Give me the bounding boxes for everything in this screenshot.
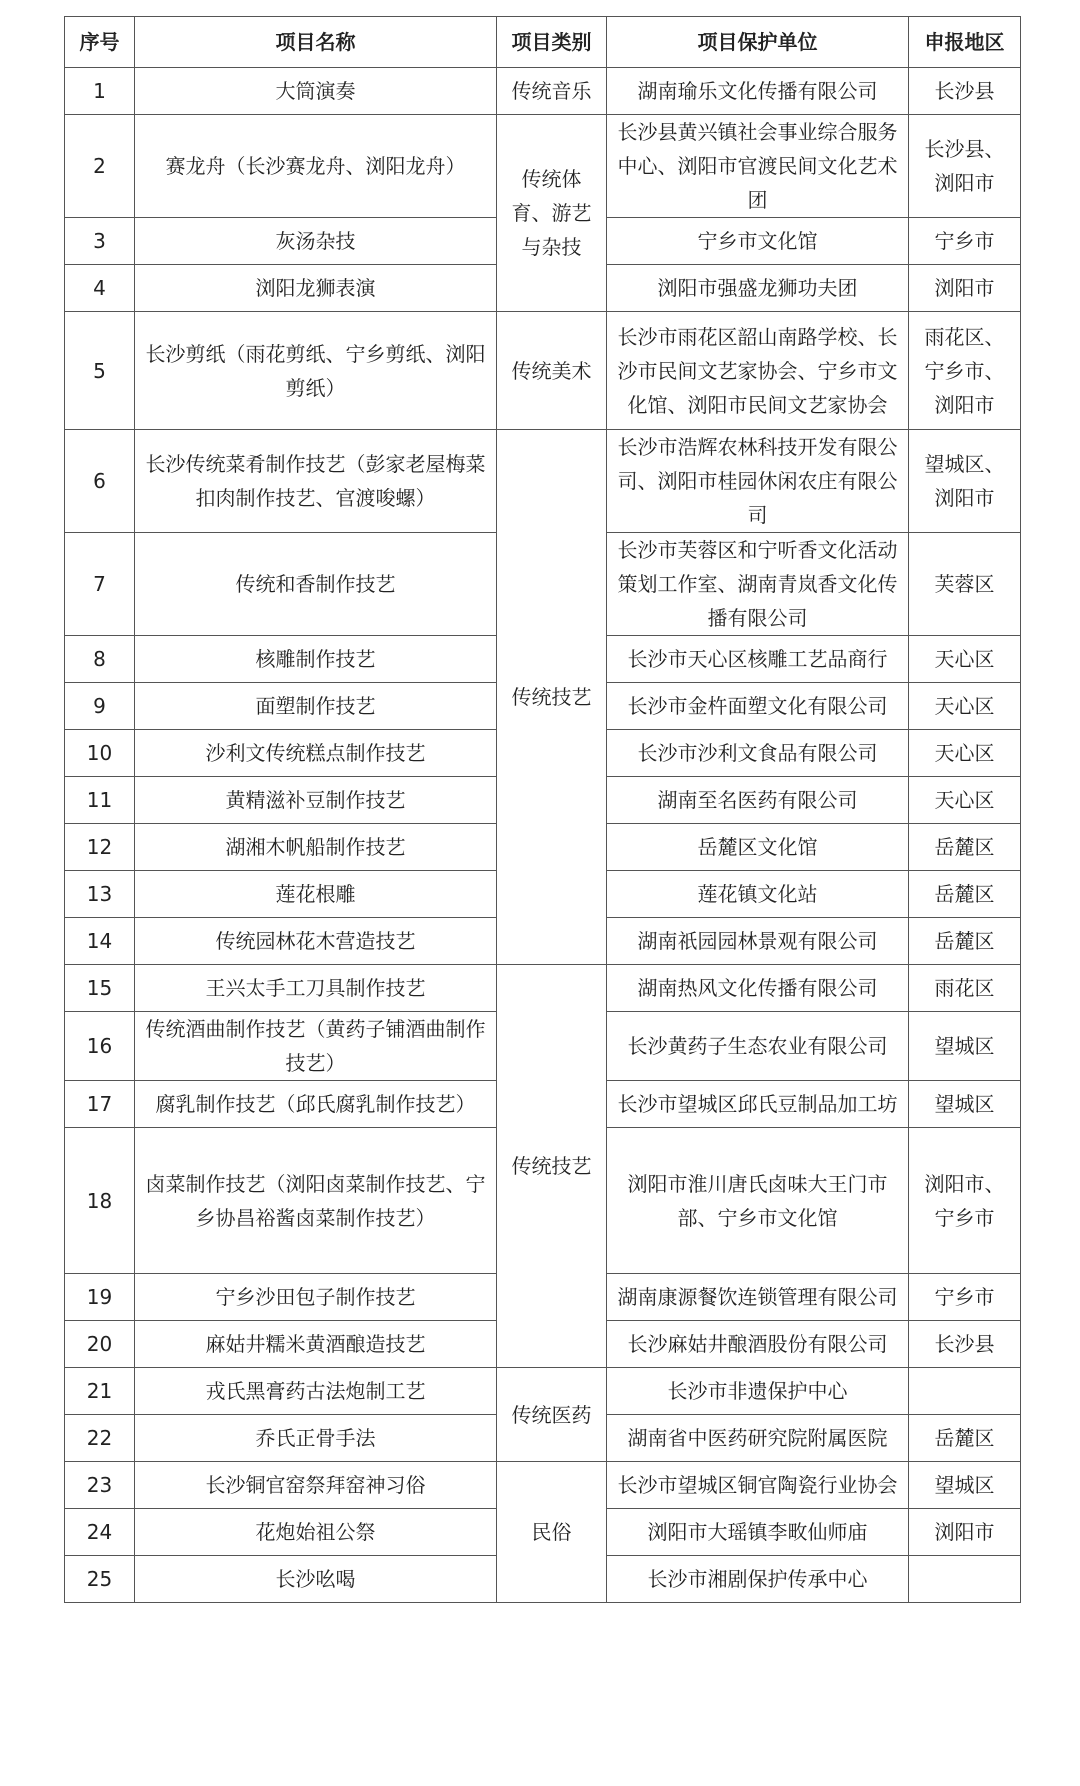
row-name: 传统园林花木营造技艺 [135, 918, 497, 965]
row-name: 乔氏正骨手法 [135, 1415, 497, 1462]
row-unit: 湖南祇园园林景观有限公司 [607, 918, 909, 965]
row-no: 8 [65, 636, 135, 683]
table-row [65, 965, 1021, 1012]
row-region: 天心区 [909, 777, 1021, 824]
row-region: 岳麓区 [909, 918, 1021, 965]
row-region: 宁乡市 [909, 1274, 1021, 1321]
row-unit: 长沙市沙利文食品有限公司 [607, 730, 909, 777]
row-name: 长沙吆喝 [135, 1556, 497, 1603]
row-unit: 长沙麻姑井酿酒股份有限公司 [607, 1321, 909, 1368]
header-category: 项目类别 [497, 17, 607, 68]
row-unit: 浏阳市淮川唐氏卤味大王门市部、宁乡市文化馆 [607, 1128, 909, 1274]
row-no: 22 [65, 1415, 135, 1462]
row-unit: 长沙市非遗保护中心 [607, 1368, 909, 1415]
row-no: 3 [65, 218, 135, 265]
row-region: 天心区 [909, 636, 1021, 683]
row-unit: 湖南至名医药有限公司 [607, 777, 909, 824]
row-name: 湖湘木帆船制作技艺 [135, 824, 497, 871]
row-name: 腐乳制作技艺（邱氏腐乳制作技艺） [135, 1081, 497, 1128]
row-region: 长沙县 [909, 68, 1021, 115]
category-cell: 民俗 [497, 1462, 607, 1603]
row-region: 宁乡市 [909, 218, 1021, 265]
row-no: 17 [65, 1081, 135, 1128]
row-no: 19 [65, 1274, 135, 1321]
row-unit: 长沙市望城区邱氏豆制品加工坊 [607, 1081, 909, 1128]
row-region: 浏阳市、宁乡市 [909, 1128, 1021, 1274]
row-no: 13 [65, 871, 135, 918]
category-cell: 传统美术 [497, 312, 607, 430]
row-name: 戎氏黑膏药古法炮制工艺 [135, 1368, 497, 1415]
row-region: 长沙县 [909, 1321, 1021, 1368]
row-name: 浏阳龙狮表演 [135, 265, 497, 312]
row-region: 浏阳市 [909, 1509, 1021, 1556]
row-unit: 莲花镇文化站 [607, 871, 909, 918]
row-region: 长沙县、浏阳市 [909, 115, 1021, 218]
row-region: 岳麓区 [909, 871, 1021, 918]
row-no: 21 [65, 1368, 135, 1415]
row-region: 岳麓区 [909, 1415, 1021, 1462]
row-region: 天心区 [909, 683, 1021, 730]
row-no: 5 [65, 312, 135, 430]
row-name: 大筒演奏 [135, 68, 497, 115]
row-unit: 长沙县黄兴镇社会事业综合服务中心、浏阳市官渡民间文化艺术团 [607, 115, 909, 218]
header-unit: 项目保护单位 [607, 17, 909, 68]
row-unit: 湖南省中医药研究院附属医院 [607, 1415, 909, 1462]
table-row [65, 115, 1021, 218]
row-no: 1 [65, 68, 135, 115]
table-row [65, 312, 1021, 430]
row-no: 11 [65, 777, 135, 824]
row-region: 雨花区 [909, 965, 1021, 1012]
row-no: 4 [65, 265, 135, 312]
row-unit: 长沙市天心区核雕工艺品商行 [607, 636, 909, 683]
category-cell: 传统医药 [497, 1368, 607, 1462]
row-name: 莲花根雕 [135, 871, 497, 918]
row-no: 7 [65, 533, 135, 636]
row-no: 23 [65, 1462, 135, 1509]
row-no: 24 [65, 1509, 135, 1556]
row-no: 16 [65, 1012, 135, 1081]
row-unit: 长沙市浩辉农林科技开发有限公司、浏阳市桂园休闲农庄有限公司 [607, 430, 909, 533]
row-region [909, 1556, 1021, 1603]
row-name: 核雕制作技艺 [135, 636, 497, 683]
row-unit: 长沙黄药子生态农业有限公司 [607, 1012, 909, 1081]
row-name: 长沙剪纸（雨花剪纸、宁乡剪纸、浏阳剪纸） [135, 312, 497, 430]
row-name: 灰汤杂技 [135, 218, 497, 265]
row-region: 雨花区、宁乡市、浏阳市 [909, 312, 1021, 430]
row-name: 长沙铜官窑祭拜窑神习俗 [135, 1462, 497, 1509]
row-unit: 长沙市雨花区韶山南路学校、长沙市民间文艺家协会、宁乡市文化馆、浏阳市民间文艺家协会 [607, 312, 909, 430]
row-region [909, 1368, 1021, 1415]
header-row [65, 17, 1021, 68]
row-region: 望城区 [909, 1462, 1021, 1509]
row-name: 宁乡沙田包子制作技艺 [135, 1274, 497, 1321]
heritage-table [64, 16, 1021, 1603]
row-name: 赛龙舟（长沙赛龙舟、浏阳龙舟） [135, 115, 497, 218]
row-unit: 长沙市芙蓉区和宁听香文化活动策划工作室、湖南青岚香文化传播有限公司 [607, 533, 909, 636]
header-name: 项目名称 [135, 17, 497, 68]
row-no: 14 [65, 918, 135, 965]
row-unit: 长沙市金杵面塑文化有限公司 [607, 683, 909, 730]
row-no: 20 [65, 1321, 135, 1368]
row-name: 卤菜制作技艺（浏阳卤菜制作技艺、宁乡协昌裕酱卤菜制作技艺） [135, 1128, 497, 1274]
table-row [65, 430, 1021, 533]
row-name: 面塑制作技艺 [135, 683, 497, 730]
row-name: 黄精滋补豆制作技艺 [135, 777, 497, 824]
row-unit: 湖南康源餐饮连锁管理有限公司 [607, 1274, 909, 1321]
row-region: 望城区、浏阳市 [909, 430, 1021, 533]
table-row [65, 1368, 1021, 1415]
row-name: 沙利文传统糕点制作技艺 [135, 730, 497, 777]
row-unit: 湖南瑜乐文化传播有限公司 [607, 68, 909, 115]
row-unit: 岳麓区文化馆 [607, 824, 909, 871]
row-no: 18 [65, 1128, 135, 1274]
row-name: 王兴太手工刀具制作技艺 [135, 965, 497, 1012]
row-no: 25 [65, 1556, 135, 1603]
row-region: 望城区 [909, 1081, 1021, 1128]
header-no: 序号 [65, 17, 135, 68]
row-unit: 浏阳市大瑶镇李畋仙师庙 [607, 1509, 909, 1556]
row-unit: 长沙市湘剧保护传承中心 [607, 1556, 909, 1603]
table-row [65, 1462, 1021, 1509]
category-cell: 传统音乐 [497, 68, 607, 115]
row-no: 12 [65, 824, 135, 871]
row-name: 长沙传统菜肴制作技艺（彭家老屋梅菜扣肉制作技艺、官渡唆螺） [135, 430, 497, 533]
row-unit: 长沙市望城区铜官陶瓷行业协会 [607, 1462, 909, 1509]
row-name: 传统酒曲制作技艺（黄药子铺酒曲制作技艺） [135, 1012, 497, 1081]
category-cell: 传统技艺 [497, 430, 607, 965]
row-name: 花炮始祖公祭 [135, 1509, 497, 1556]
row-no: 15 [65, 965, 135, 1012]
header-region: 申报地区 [909, 17, 1021, 68]
category-cell: 传统技艺 [497, 965, 607, 1368]
category-cell: 传统体育、游艺与杂技 [497, 115, 607, 312]
row-unit: 浏阳市强盛龙狮功夫团 [607, 265, 909, 312]
row-region: 岳麓区 [909, 824, 1021, 871]
row-region: 望城区 [909, 1012, 1021, 1081]
row-unit: 湖南热风文化传播有限公司 [607, 965, 909, 1012]
row-no: 10 [65, 730, 135, 777]
row-no: 6 [65, 430, 135, 533]
row-region: 芙蓉区 [909, 533, 1021, 636]
row-unit: 宁乡市文化馆 [607, 218, 909, 265]
table-row [65, 68, 1021, 115]
row-no: 9 [65, 683, 135, 730]
row-no: 2 [65, 115, 135, 218]
row-name: 传统和香制作技艺 [135, 533, 497, 636]
row-name: 麻姑井糯米黄酒酿造技艺 [135, 1321, 497, 1368]
row-region: 天心区 [909, 730, 1021, 777]
row-region: 浏阳市 [909, 265, 1021, 312]
